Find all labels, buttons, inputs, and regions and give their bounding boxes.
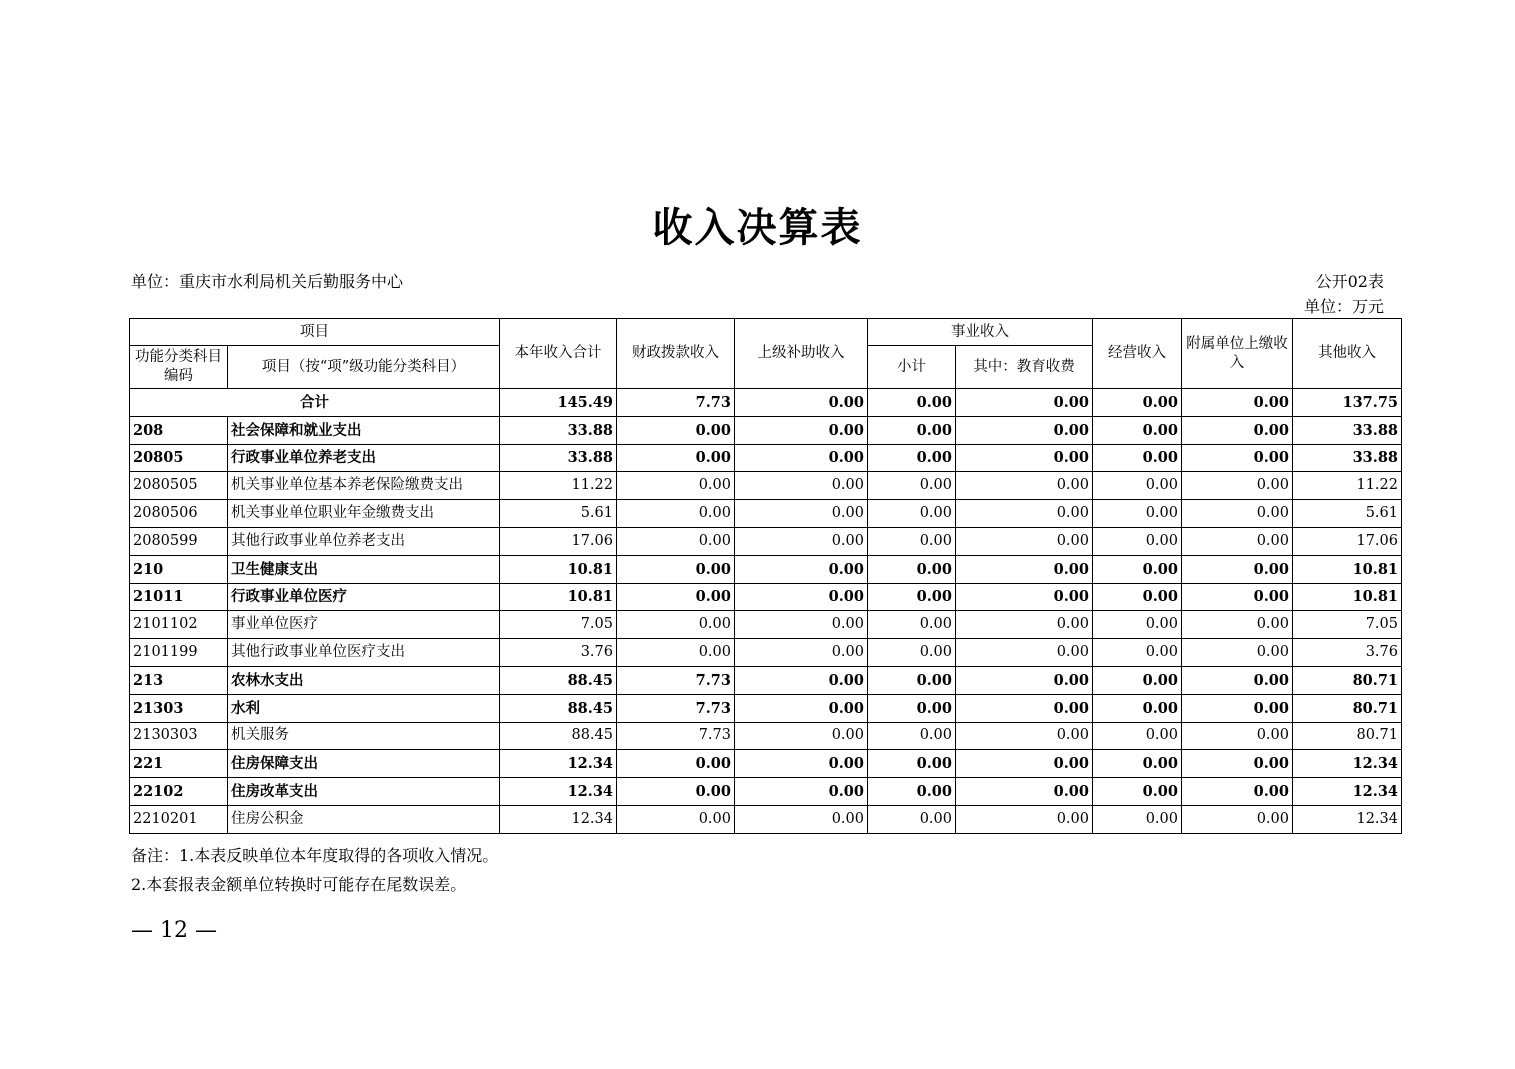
- value-cell: 0.00: [868, 805, 956, 833]
- row-name: 机关服务: [228, 722, 500, 750]
- value-cell: 0.00: [868, 555, 956, 583]
- value-cell: 10.81: [500, 583, 617, 611]
- value-cell: 3.76: [500, 639, 617, 667]
- value-cell: 0.00: [956, 611, 1093, 639]
- row-code: 2130303: [130, 722, 228, 750]
- row-code: 2080505: [130, 472, 228, 500]
- value-cell: 0.00: [735, 778, 868, 806]
- value-cell: 0.00: [1182, 694, 1293, 722]
- value-cell: 0.00: [868, 583, 956, 611]
- header-fiscal: 财政拨款收入: [617, 319, 735, 389]
- header-project: 项目: [130, 319, 500, 346]
- value-cell: 0.00: [1182, 500, 1293, 528]
- row-code: 21011: [130, 583, 228, 611]
- value-cell: 0.00: [735, 555, 868, 583]
- value-cell: 0.00: [735, 666, 868, 694]
- value-cell: 0.00: [956, 805, 1093, 833]
- row-code: 2080506: [130, 500, 228, 528]
- value-cell: 0.00: [1093, 583, 1182, 611]
- value-cell: 7.05: [500, 611, 617, 639]
- value-cell: 88.45: [500, 666, 617, 694]
- value-cell: 0.00: [617, 611, 735, 639]
- value-cell: 12.34: [1293, 805, 1402, 833]
- note-2: 2.本套报表金额单位转换时可能存在尾数误差。: [131, 875, 467, 894]
- value-cell: 0.00: [617, 472, 735, 500]
- value-cell: 0.00: [868, 527, 956, 555]
- table-row: [130, 611, 1402, 639]
- value-cell: 0.00: [1182, 722, 1293, 750]
- row-code: 213: [130, 666, 228, 694]
- header-code: 功能分类科目编码: [130, 346, 228, 389]
- value-cell: 0.00: [735, 722, 868, 750]
- value-cell: 0.00: [1093, 500, 1182, 528]
- value-cell: 12.34: [500, 778, 617, 806]
- value-cell: 0.00: [1182, 778, 1293, 806]
- table-row: [130, 527, 1402, 555]
- value-cell: 0.00: [735, 611, 868, 639]
- table-row: [130, 805, 1402, 833]
- value-cell: 33.88: [500, 444, 617, 472]
- value-cell: 0.00: [868, 444, 956, 472]
- header-operating: 经营收入: [1093, 319, 1182, 389]
- row-code: 208: [130, 416, 228, 444]
- row-name: 住房改革支出: [228, 778, 500, 806]
- page-number: — 12 —: [131, 918, 217, 943]
- value-cell: 0.00: [1182, 750, 1293, 778]
- value-cell: 0.00: [956, 694, 1093, 722]
- value-cell: 0.00: [1182, 611, 1293, 639]
- value-cell: 0.00: [617, 416, 735, 444]
- value-cell: 0.00: [868, 500, 956, 528]
- value-cell: 12.34: [1293, 750, 1402, 778]
- value-cell: 0.00: [617, 778, 735, 806]
- value-cell: 0.00: [1182, 555, 1293, 583]
- value-cell: 0.00: [1182, 666, 1293, 694]
- value-cell: 0.00: [1093, 416, 1182, 444]
- row-name: 其他行政事业单位医疗支出: [228, 639, 500, 667]
- value-cell: 0.00: [956, 500, 1093, 528]
- form-number: 公开02表: [1315, 272, 1384, 291]
- value-cell: 0.00: [735, 805, 868, 833]
- value-cell: 12.34: [500, 805, 617, 833]
- value-cell: 0.00: [617, 444, 735, 472]
- value-cell: 7.73: [617, 694, 735, 722]
- value-cell: 0.00: [868, 639, 956, 667]
- value-cell: 0.00: [1093, 666, 1182, 694]
- value-cell: 0.00: [735, 527, 868, 555]
- table-row: [130, 639, 1402, 667]
- value-cell: 0.00: [956, 639, 1093, 667]
- note-1: 备注：1.本表反映单位本年度取得的各项收入情况。: [131, 846, 499, 865]
- value-cell: 0.00: [617, 583, 735, 611]
- total-row: [130, 389, 1402, 417]
- value-cell: 11.22: [500, 472, 617, 500]
- row-code: 221: [130, 750, 228, 778]
- value-cell: 5.61: [500, 500, 617, 528]
- value-cell: 10.81: [500, 555, 617, 583]
- value-cell: 7.05: [1293, 611, 1402, 639]
- value-cell: 0.00: [1093, 639, 1182, 667]
- value-cell: 0.00: [1182, 472, 1293, 500]
- page-title: 收入决算表: [652, 204, 863, 251]
- row-name: 住房保障支出: [228, 750, 500, 778]
- value-cell: 5.61: [1293, 500, 1402, 528]
- table-body: [130, 389, 1402, 834]
- value-cell: 17.06: [500, 527, 617, 555]
- total-cell: 0.00: [1093, 389, 1182, 417]
- row-code: 210: [130, 555, 228, 583]
- value-cell: 0.00: [617, 555, 735, 583]
- row-code: 2101102: [130, 611, 228, 639]
- row-code: 20805: [130, 444, 228, 472]
- total-cell: 0.00: [1182, 389, 1293, 417]
- value-cell: 0.00: [1182, 583, 1293, 611]
- value-cell: 0.00: [956, 722, 1093, 750]
- value-cell: 12.34: [500, 750, 617, 778]
- value-cell: 3.76: [1293, 639, 1402, 667]
- value-cell: 0.00: [1093, 555, 1182, 583]
- value-cell: 0.00: [1182, 527, 1293, 555]
- row-name: 水利: [228, 694, 500, 722]
- value-cell: 0.00: [735, 416, 868, 444]
- value-cell: 0.00: [1182, 444, 1293, 472]
- value-cell: 12.34: [1293, 778, 1402, 806]
- row-name: 农林水支出: [228, 666, 500, 694]
- value-cell: 0.00: [868, 611, 956, 639]
- table-row: [130, 666, 1402, 694]
- value-cell: 0.00: [1182, 416, 1293, 444]
- value-cell: 0.00: [956, 750, 1093, 778]
- total-label: 合计: [130, 389, 500, 417]
- header-subsidy: 上级补助收入: [735, 319, 868, 389]
- value-cell: 0.00: [956, 527, 1093, 555]
- row-name: 行政事业单位医疗: [228, 583, 500, 611]
- value-cell: 0.00: [868, 694, 956, 722]
- value-cell: 0.00: [868, 472, 956, 500]
- row-name: 事业单位医疗: [228, 611, 500, 639]
- total-cell: 145.49: [500, 389, 617, 417]
- value-cell: 0.00: [868, 750, 956, 778]
- header-name: 项目（按“项”级功能分类科目）: [228, 346, 500, 389]
- total-cell: 7.73: [617, 389, 735, 417]
- value-cell: 0.00: [868, 778, 956, 806]
- value-cell: 0.00: [956, 778, 1093, 806]
- value-cell: 0.00: [1093, 722, 1182, 750]
- total-cell: 0.00: [868, 389, 956, 417]
- table-row: [130, 722, 1402, 750]
- value-cell: 0.00: [1093, 472, 1182, 500]
- table-row: [130, 416, 1402, 444]
- value-cell: 88.45: [500, 722, 617, 750]
- value-cell: 0.00: [956, 666, 1093, 694]
- value-cell: 0.00: [1093, 611, 1182, 639]
- value-cell: 0.00: [617, 527, 735, 555]
- header-subtotal: 小计: [868, 346, 956, 389]
- row-name: 社会保障和就业支出: [228, 416, 500, 444]
- row-code: 2080599: [130, 527, 228, 555]
- value-cell: 0.00: [956, 555, 1093, 583]
- value-cell: 7.73: [617, 666, 735, 694]
- value-cell: 33.88: [1293, 416, 1402, 444]
- value-cell: 0.00: [956, 416, 1093, 444]
- table-row: [130, 444, 1402, 472]
- row-name: 行政事业单位养老支出: [228, 444, 500, 472]
- row-name: 机关事业单位职业年金缴费支出: [228, 500, 500, 528]
- value-cell: 0.00: [617, 639, 735, 667]
- value-cell: 0.00: [1093, 778, 1182, 806]
- value-cell: 0.00: [735, 694, 868, 722]
- row-code: 2101199: [130, 639, 228, 667]
- value-cell: 0.00: [617, 750, 735, 778]
- reporting-unit: 单位：重庆市水利局机关后勤服务中心: [131, 272, 404, 291]
- value-cell: 0.00: [1182, 805, 1293, 833]
- value-cell: 0.00: [1182, 639, 1293, 667]
- value-cell: 0.00: [617, 500, 735, 528]
- row-name: 卫生健康支出: [228, 555, 500, 583]
- value-cell: 0.00: [1093, 694, 1182, 722]
- value-cell: 0.00: [735, 639, 868, 667]
- value-cell: 0.00: [1093, 444, 1182, 472]
- row-code: 22102: [130, 778, 228, 806]
- row-name: 住房公积金: [228, 805, 500, 833]
- row-name: 机关事业单位基本养老保险缴费支出: [228, 472, 500, 500]
- header-education: 其中：教育收费: [956, 346, 1093, 389]
- value-cell: 0.00: [868, 722, 956, 750]
- table-row: [130, 778, 1402, 806]
- value-cell: 33.88: [1293, 444, 1402, 472]
- value-cell: 7.73: [617, 722, 735, 750]
- value-cell: 10.81: [1293, 555, 1402, 583]
- header-other: 其他收入: [1293, 319, 1402, 389]
- total-cell: 0.00: [956, 389, 1093, 417]
- value-cell: 0.00: [735, 750, 868, 778]
- value-cell: 0.00: [1093, 805, 1182, 833]
- row-code: 2210201: [130, 805, 228, 833]
- value-cell: 0.00: [1093, 750, 1182, 778]
- header-business: 事业收入: [868, 319, 1093, 346]
- row-code: 21303: [130, 694, 228, 722]
- header-affiliated: 附属单位上缴收入: [1182, 319, 1293, 389]
- value-cell: 17.06: [1293, 527, 1402, 555]
- value-cell: 0.00: [956, 444, 1093, 472]
- table-row: [130, 583, 1402, 611]
- table-row: [130, 472, 1402, 500]
- value-cell: 10.81: [1293, 583, 1402, 611]
- value-cell: 0.00: [956, 583, 1093, 611]
- table-row: [130, 750, 1402, 778]
- value-cell: 0.00: [1093, 527, 1182, 555]
- table-row: [130, 694, 1402, 722]
- value-cell: 0.00: [735, 444, 868, 472]
- value-cell: 0.00: [735, 472, 868, 500]
- value-cell: 88.45: [500, 694, 617, 722]
- value-cell: 80.71: [1293, 694, 1402, 722]
- value-cell: 0.00: [868, 416, 956, 444]
- value-cell: 80.71: [1293, 666, 1402, 694]
- value-cell: 0.00: [868, 666, 956, 694]
- table-row: [130, 500, 1402, 528]
- total-cell: 0.00: [735, 389, 868, 417]
- income-statement-table: [129, 318, 1402, 834]
- currency-unit: 单位：万元: [1303, 297, 1384, 316]
- value-cell: 11.22: [1293, 472, 1402, 500]
- total-cell: 137.75: [1293, 389, 1402, 417]
- row-name: 其他行政事业单位养老支出: [228, 527, 500, 555]
- table-row: [130, 555, 1402, 583]
- header-total: 本年收入合计: [500, 319, 617, 389]
- value-cell: 80.71: [1293, 722, 1402, 750]
- value-cell: 0.00: [735, 500, 868, 528]
- value-cell: 0.00: [735, 583, 868, 611]
- value-cell: 0.00: [956, 472, 1093, 500]
- value-cell: 0.00: [617, 805, 735, 833]
- value-cell: 33.88: [500, 416, 617, 444]
